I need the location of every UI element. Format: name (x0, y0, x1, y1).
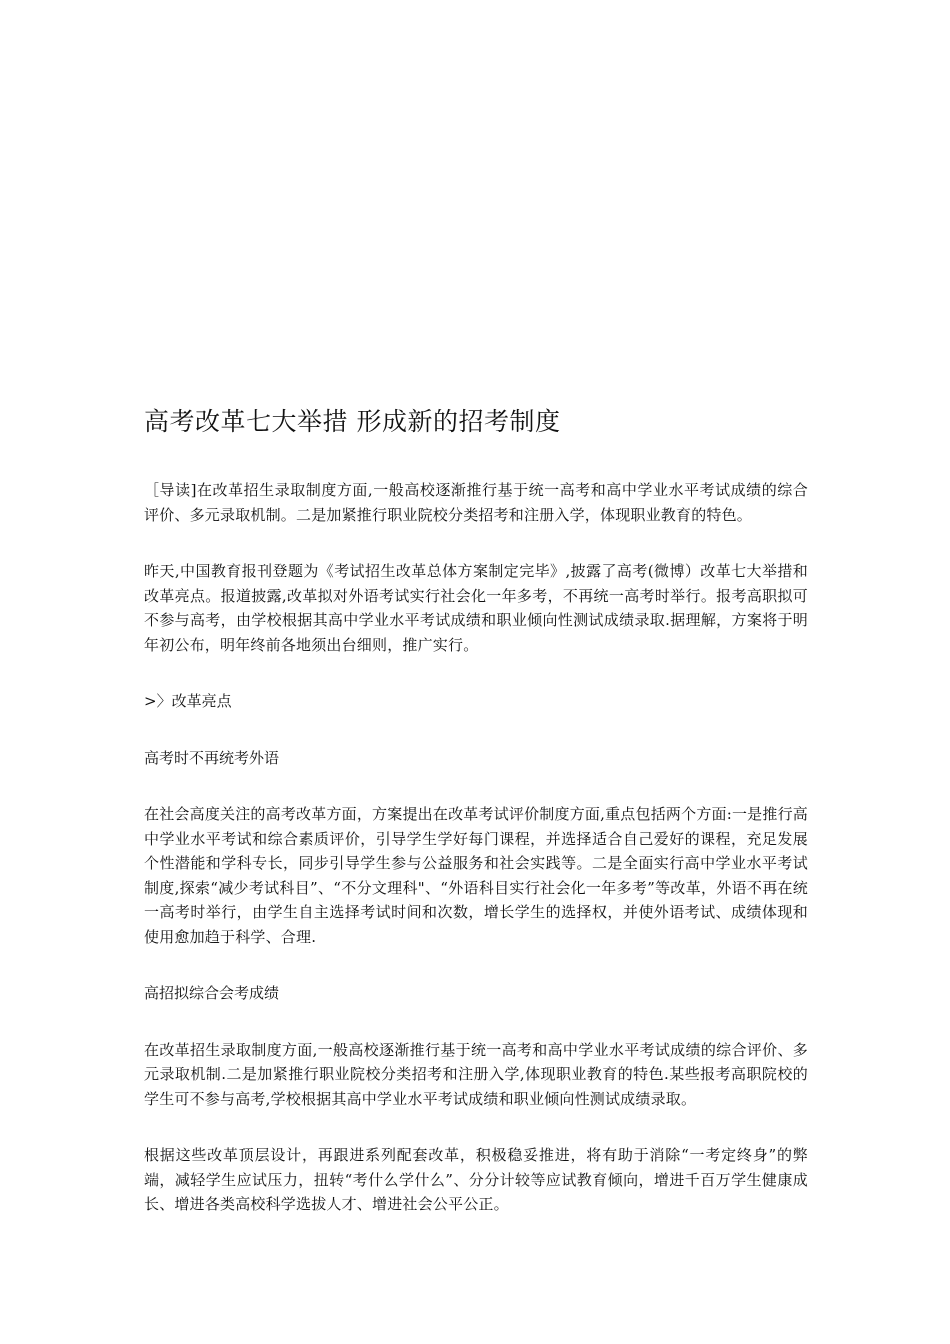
admission-scores-paragraph: 在改革招生录取制度方面,一般高校逐渐推行基于统一高考和高中学业水平考试成绩的综合评价、多元录取机制.二是加紧推行职业院校分类招考和注册入学,体现职业教育的特色.某些报考高职院校的学生可不参与高考,学校根据其高中学业水平考试成绩和职业倾向性测试成绩录取。 (144, 1040, 808, 1108)
document-page (144, 402, 808, 1249)
lead-paragraph: ［导读]在改革招生录取制度方面,一般高校逐渐推行基于统一高考和高中学业水平考试成绩的综合评价、多元录取机制。二是加紧推行职业院校分类招考和注册入学，体现职业教育的特色。 (144, 481, 808, 524)
intro-paragraph: 昨天,中国教育报刊登题为《考试招生改革总体方案制定完毕》,披露了高考(微博）改革七大举措和改革亮点。报道披露,改革拟对外语考试实行社会化一年多考，不再统一高考时举行。报考高职拟可不参与高考，由学校根据其高中学业水平考试成绩和职业倾向性测试成绩录取.据理解，方案将于明年初公布，明年终前各地须出台细则，推广实行。 (144, 562, 808, 654)
section-marker: >〉改革亮点 (144, 692, 232, 710)
subheading-foreign-language: 高考时不再统考外语 (144, 748, 280, 767)
article-title: 高考改革七大举措 形成新的招考制度 (144, 407, 561, 436)
foreign-language-paragraph: 在社会高度关注的高考改革方面，方案提出在改革考试评价制度方面,重点包括两个方面:一是推行高中学业水平考试和综合素质评价，引导学生学好每门课程，并选择适合自己爱好的课程，充足发展个性潜能和学科专长，同步引导学生参与公益服务和社会实践等。二是全面实行高中学业水平考试制度,探索“减少考试科目”、“不分文理科"、“外语科目实行社会化一年多考”等改革，外语不再在统一高考时举行，由学生自主选择考试时间和次数，增长学生的选择权，并使外语考试、成绩体现和使用愈加趋于科学、合理. (144, 805, 808, 946)
subheading-admission-scores: 高招拟综合会考成绩 (144, 984, 280, 1002)
conclusion-paragraph: 根据这些改革顶层设计，再跟进系列配套改革，积极稳妥推进，将有助于消除“一考定终身”的弊端，减轻学生应试压力，扭转“考什么学什么”、分分计较等应试教育倾向，增进千百万学生健康成长、增进各类高校科学选拔人才、增进社会公平公正。 (144, 1146, 808, 1213)
